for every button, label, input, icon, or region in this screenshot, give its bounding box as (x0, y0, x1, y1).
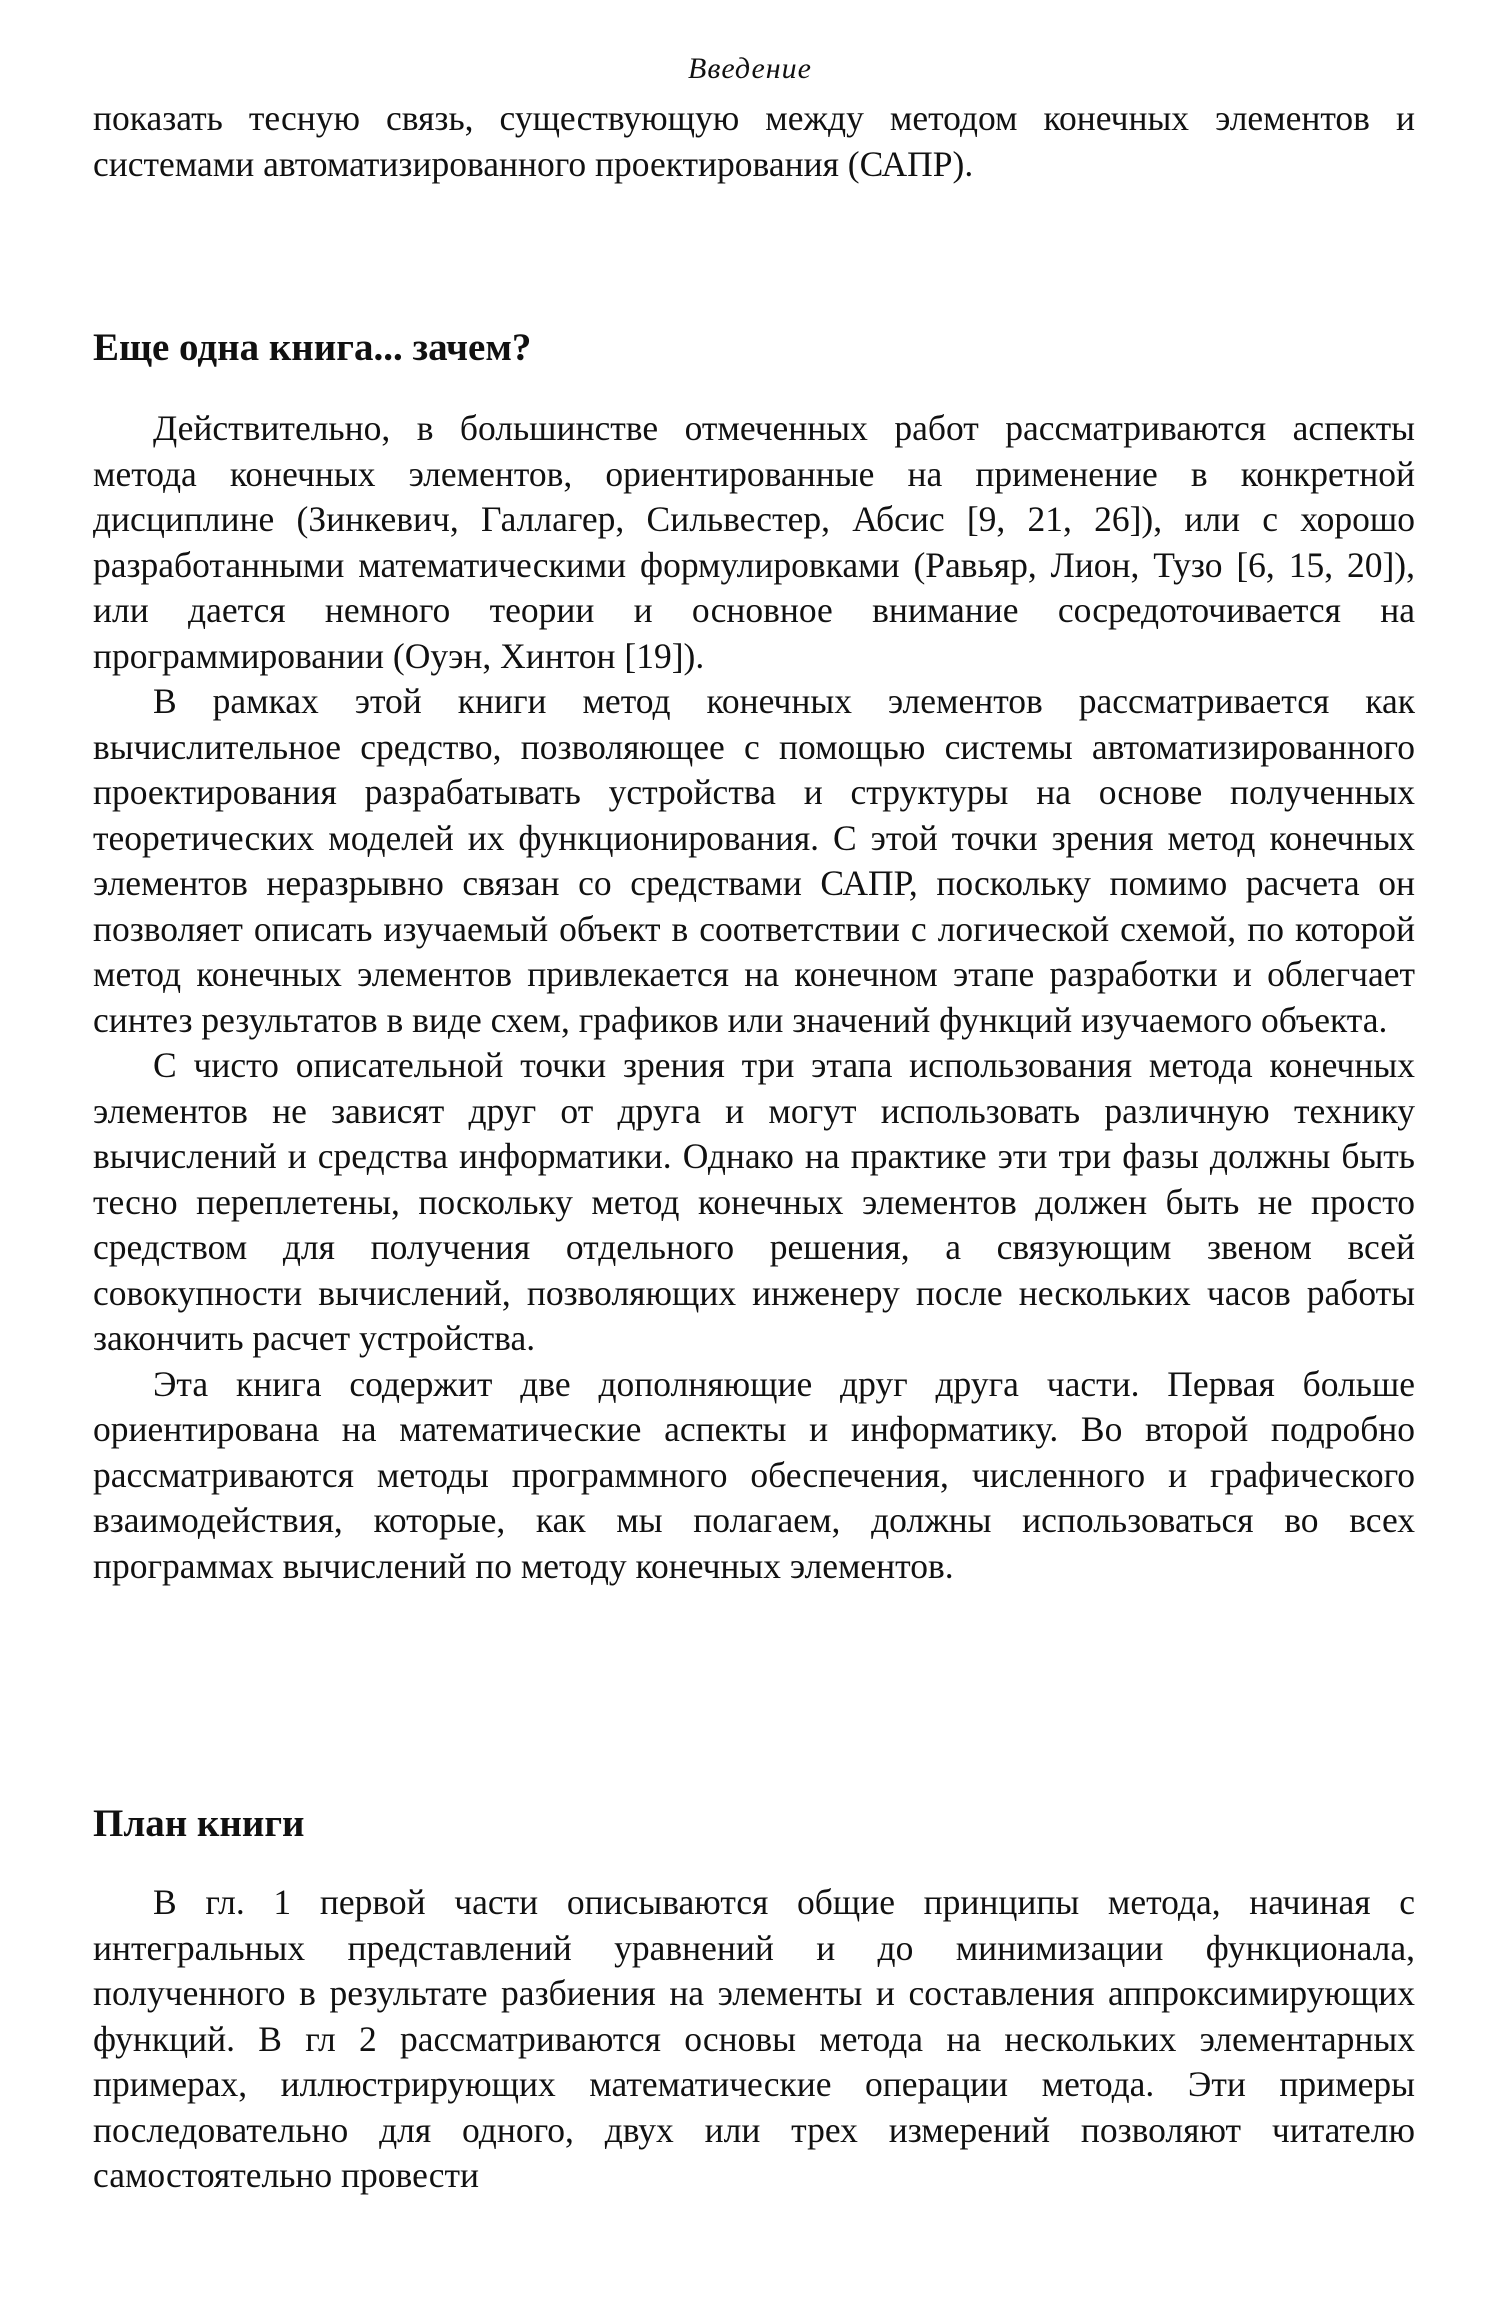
paragraph: Эта книга содержит две дополняющие друг друга части. Первая больше ориентирована на математические аспекты и информатику. Во второй подробно рассматриваются методы программного обеспечения, численного и графического взаимодействия, которые, как мы полагаем, должны использоваться во всех программах вычислений по методу конечных элементов. (93, 1363, 1415, 1586)
section-heading-why: Еще одна книга... зачем? (93, 326, 532, 369)
running-head: Введение (688, 52, 812, 85)
paragraph: Действительно, в большинстве отмеченных работ рассматриваются аспекты метода конечных элементов, ориентированные на применение в конкретной дисциплине (Зинкевич, Галлагер, Сильвестер, Абсис [9, 21, 26]), или с хорошо разработанными математическими формулировками (Равьяр, Лион, Тузо [6, 15, 20]), или дается немного теории и основное внимание сосредоточивается на программировании (Оуэн, Хинтон [19]). (93, 408, 1415, 676)
intro-paragraph-block (93, 96, 1415, 187)
paragraph: В рамках этой книги метод конечных элементов рассматривается как вычислительное средство, позволяющее с помощью системы автоматизированного проектирования разрабатывать устройства и структуры на основе полученных теоретических моделей их функционирования. С этой точки зрения метод конечных элементов неразрывно связан со средствами САПР, поскольку помимо расчета он позволяет описать изучаемый объект в соответствии с логической схемой, по которой метод конечных элементов привлекается на конечном этапе разработки и облегчает синтез результатов в виде схем, графиков или значений функций изучаемого объекта. (93, 681, 1415, 1040)
section-why-body (93, 406, 1415, 1589)
intro-paragraph: показать тесную связь, существующую между методом конечных элементов и системами автоматизированного проектирования (САПР). (93, 98, 1415, 184)
section-plan-body (93, 1880, 1415, 2199)
paragraph: В гл. 1 первой части описываются общие принципы метода, начиная с интегральных представлений уравнений и до минимизации функционала, полученного в результате разбиения на элементы и составления аппроксимирующих функций. В гл 2 рассматриваются основы метода на нескольких элементарных примерах, иллюстрирующих математические операции метода. Эти примеры последовательно для одного, двух или трех измерений позволяют читателю самостоятельно провести (93, 1882, 1415, 2195)
section-heading-plan: План книги (93, 1802, 305, 1845)
paragraph: С чисто описательной точки зрения три этапа использования метода конечных элементов не зависят друг от друга и могут использовать различную технику вычислений и средства информатики. Однако на практике эти три фазы должны быть тесно переплетены, поскольку метод конечных элементов должен быть не просто средством для получения отдельного решения, а связующим звеном всей совокупности вычислений, позволяющих инженеру после нескольких часов работы закончить расчет устройства. (93, 1045, 1415, 1358)
